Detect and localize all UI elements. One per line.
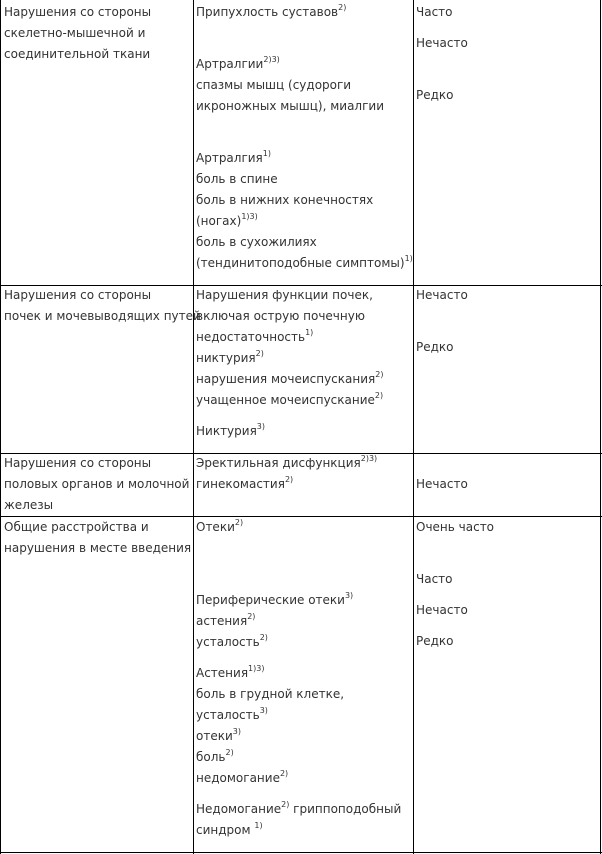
category-line: соединительной ткани bbox=[4, 47, 151, 61]
reaction-line: усталость$^{2)}$ bbox=[196, 633, 268, 649]
column-divider-1 bbox=[193, 0, 194, 854]
reaction-line: икроножных мышц), миалгии bbox=[196, 99, 385, 113]
frequency-label: Часто bbox=[416, 5, 453, 19]
reaction-line: (тендинитоподобные симптомы)$^{1)}$ bbox=[196, 254, 413, 270]
category-line: нарушения в месте введения bbox=[4, 541, 192, 555]
reaction-line: Никтурия$^{3)}$ bbox=[196, 422, 266, 438]
reaction-line: включая острую почечную bbox=[196, 309, 365, 323]
table-border-left bbox=[0, 0, 1, 854]
reaction-line: спазмы мышц (судороги bbox=[196, 78, 352, 92]
category-line: Нарушения со стороны bbox=[4, 5, 152, 19]
reaction-line: никтурия$^{2)}$ bbox=[196, 349, 264, 365]
reaction-line: синдром $^{1)}$ bbox=[196, 821, 263, 837]
reaction-line: боль в грудной клетке, bbox=[196, 687, 345, 701]
frequency-label: Часто bbox=[416, 572, 453, 586]
reaction-line: отеки$^{3)}$ bbox=[196, 727, 241, 743]
category-line: Нарушения со стороны bbox=[4, 288, 152, 302]
frequency-label: Нечасто bbox=[416, 603, 468, 617]
reaction-line: недостаточность$^{1)}$ bbox=[196, 328, 314, 344]
category-line: почек и мочевыводящих путей bbox=[4, 309, 201, 323]
table-border-right bbox=[600, 0, 601, 854]
reaction-line: нарушения мочеиспускания$^{2)}$ bbox=[196, 370, 384, 386]
reaction-line: Нарушения функции почек, bbox=[196, 288, 373, 302]
reaction-line: боль в спине bbox=[196, 172, 278, 186]
category-line: железы bbox=[4, 498, 54, 512]
reaction-line: недомогание$^{2)}$ bbox=[196, 769, 289, 785]
reaction-line: Припухлость суставов$^{2)}$ bbox=[196, 3, 347, 19]
reaction-line: (ногах)$^{1)3)}$ bbox=[196, 212, 258, 228]
reaction-line: боль в сухожилиях bbox=[196, 235, 317, 249]
reaction-line: боль в нижних конечностях bbox=[196, 193, 374, 207]
reaction-line: Периферические отеки$^{3)}$ bbox=[196, 591, 354, 607]
reaction-line: усталость$^{3)}$ bbox=[196, 706, 268, 722]
frequency-label: Редко bbox=[416, 634, 454, 648]
reaction-line: Недомогание$^{2)}$ гриппоподобный bbox=[196, 800, 402, 816]
reaction-line: астения$^{2)}$ bbox=[196, 612, 256, 628]
frequency-label: Очень часто bbox=[416, 520, 495, 534]
frequency-label: Редко bbox=[416, 88, 454, 102]
reaction-line: Отеки$^{2)}$ bbox=[196, 518, 244, 534]
reaction-line: Астения$^{1)3)}$ bbox=[196, 664, 265, 680]
column-divider-2 bbox=[413, 0, 414, 854]
category-line: Общие расстройства и bbox=[4, 520, 149, 534]
category-line: Нарушения со стороны bbox=[4, 456, 152, 470]
frequency-label: Редко bbox=[416, 340, 454, 354]
reaction-line: боль$^{2)}$ bbox=[196, 748, 234, 764]
reaction-line: гинекомастия$^{2)}$ bbox=[196, 475, 294, 491]
frequency-label: Нечасто bbox=[416, 477, 468, 491]
table-border-bottom bbox=[0, 852, 602, 853]
frequency-label: Нечасто bbox=[416, 36, 468, 50]
reaction-line: Артралгии$^{2)3)}$ bbox=[196, 55, 280, 71]
reaction-line: Эректильная дисфункция$^{2)3)}$ bbox=[196, 454, 378, 470]
frequency-label: Нечасто bbox=[416, 288, 468, 302]
reaction-line: учащенное мочеиспускание$^{2)}$ bbox=[196, 391, 384, 407]
reaction-line: Артралгия$^{1)}$ bbox=[196, 149, 271, 165]
category-line: половых органов и молочной bbox=[4, 477, 190, 491]
category-line: скелетно-мышечной и bbox=[4, 26, 146, 40]
